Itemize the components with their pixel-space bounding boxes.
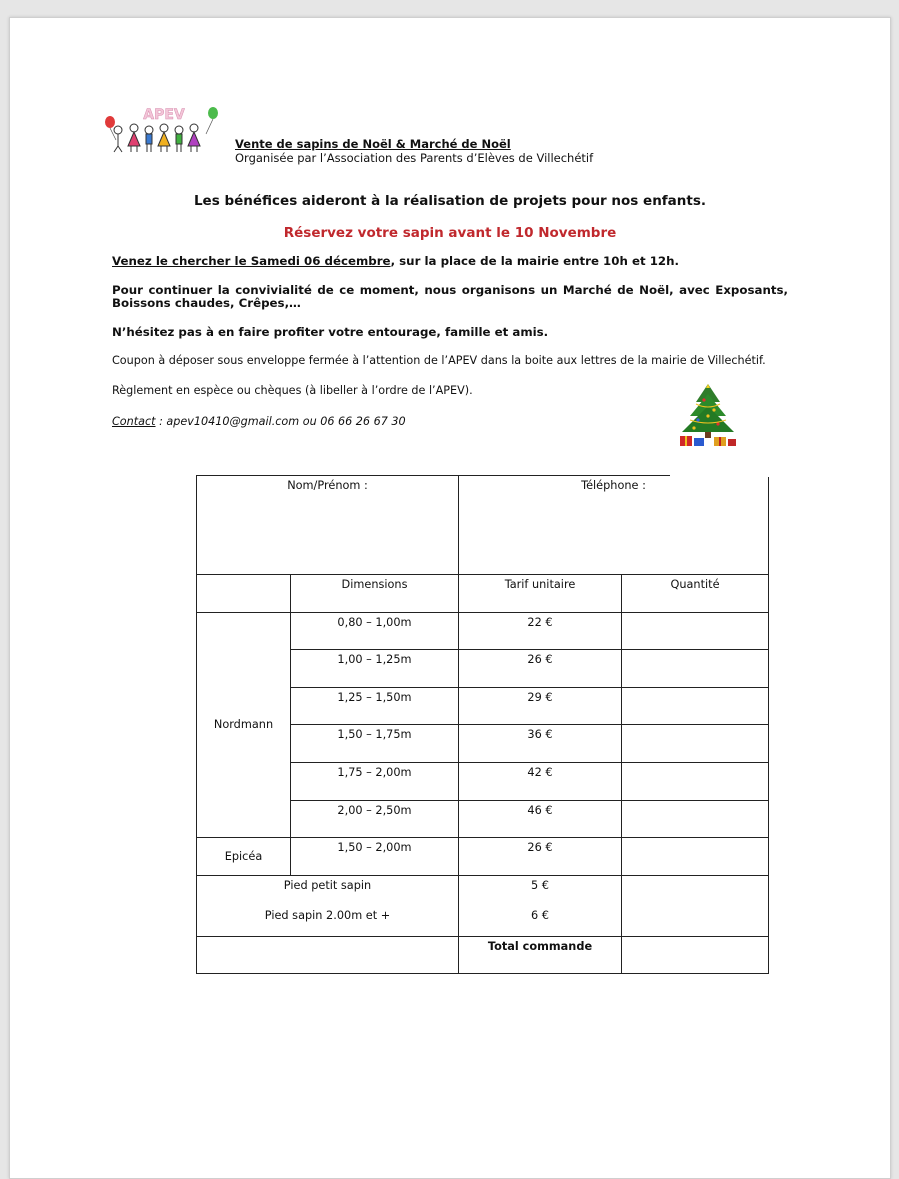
price-cell: 36 € — [459, 725, 622, 763]
dimension-cell: 0,80 – 1,00m — [291, 612, 459, 650]
stand-small-price: 5 € — [531, 878, 549, 892]
empty-total-cell — [197, 936, 459, 973]
quantity-input-cell[interactable] — [622, 612, 769, 650]
market-info: Pour continuer la convivialité de ce moment, nous organisons un Marché de Noël, avec Exposants, Boissons chaudes, Crêpes,… — [112, 283, 788, 310]
christmas-tree-icon — [668, 380, 744, 450]
benefices-text: Les bénéfices aideront à la réalisation de projets pour nos enfants. — [193, 193, 707, 209]
header-subtitle: Organisée par l’Association des Parents d’Elèves de Villechétif — [235, 151, 594, 165]
pickup-date: Venez le chercher le Samedi 06 décembre — [112, 254, 391, 268]
contact-label: Contact — [112, 415, 156, 428]
contact-value: : apev10410@gmail.com ou 06 66 26 67 30 — [155, 415, 406, 428]
stand-small-label: Pied petit sapin — [283, 878, 372, 892]
quantity-input-cell[interactable] — [622, 875, 769, 936]
dimension-cell: 1,75 – 2,00m — [291, 762, 459, 800]
header-title: Vente de sapins de Noël & Marché de Noël — [235, 137, 511, 151]
quantity-input-cell[interactable] — [622, 687, 769, 725]
contact-info — [112, 415, 406, 428]
stand-large-price: 6 € — [531, 908, 549, 922]
coupon-info: Coupon à déposer sous enveloppe fermée à l’attention de l’APEV dans la boite aux lettres de la mairie de Villechétif. — [112, 354, 766, 367]
name-field[interactable] — [197, 476, 459, 575]
price-cell: 42 € — [459, 762, 622, 800]
quantity-input-cell[interactable] — [622, 650, 769, 688]
name-label: Nom/Prénom : — [287, 479, 368, 492]
price-cell: 29 € — [459, 687, 622, 725]
quantity-input-cell[interactable] — [622, 762, 769, 800]
dimension-cell: 2,00 – 2,50m — [291, 800, 459, 838]
apev-logo — [102, 104, 222, 160]
stand-prices — [459, 875, 622, 936]
total-label-cell: Total commande — [459, 936, 622, 973]
payment-info: Règlement en espèce ou chèques (à libeller à l’ordre de l’APEV). — [112, 384, 473, 397]
total-input-cell[interactable] — [622, 936, 769, 973]
quantity-input-cell[interactable] — [622, 800, 769, 838]
price-cell: 46 € — [459, 800, 622, 838]
price-cell: 26 € — [459, 838, 622, 876]
stand-large-label: Pied sapin 2.00m et + — [264, 908, 391, 922]
pickup-place: , sur la place de la mairie entre 10h et 12h. — [390, 254, 680, 268]
column-header-tarif: Tarif unitaire — [459, 575, 622, 613]
column-header-quantite: Quantité — [622, 575, 769, 613]
svg-text:APEV: APEV — [143, 107, 185, 123]
quantity-input-cell[interactable] — [622, 838, 769, 876]
dimension-cell: 1,25 – 1,50m — [291, 687, 459, 725]
column-header-dimensions: Dimensions — [291, 575, 459, 613]
tree-type-nordmann: Nordmann — [197, 612, 291, 838]
reserve-deadline: Réservez votre sapin avant le 10 Novembre — [283, 225, 617, 241]
phone-label: Téléphone : — [581, 479, 646, 492]
table-border-gap — [670, 473, 770, 477]
phone-field[interactable] — [459, 476, 769, 575]
stand-labels — [197, 875, 459, 936]
tree-type-epicea: Epicéa — [197, 838, 291, 876]
order-form-table — [196, 475, 769, 974]
dimension-cell: 1,50 – 2,00m — [291, 838, 459, 876]
document-page — [9, 17, 891, 1179]
price-cell: 26 € — [459, 650, 622, 688]
quantity-input-cell[interactable] — [622, 725, 769, 763]
pickup-info — [112, 254, 679, 268]
dimension-cell: 1,00 – 1,25m — [291, 650, 459, 688]
price-cell: 22 € — [459, 612, 622, 650]
empty-header-cell — [197, 575, 291, 613]
dimension-cell: 1,50 – 1,75m — [291, 725, 459, 763]
share-info: N’hésitez pas à en faire profiter votre entourage, famille et amis. — [112, 325, 549, 339]
